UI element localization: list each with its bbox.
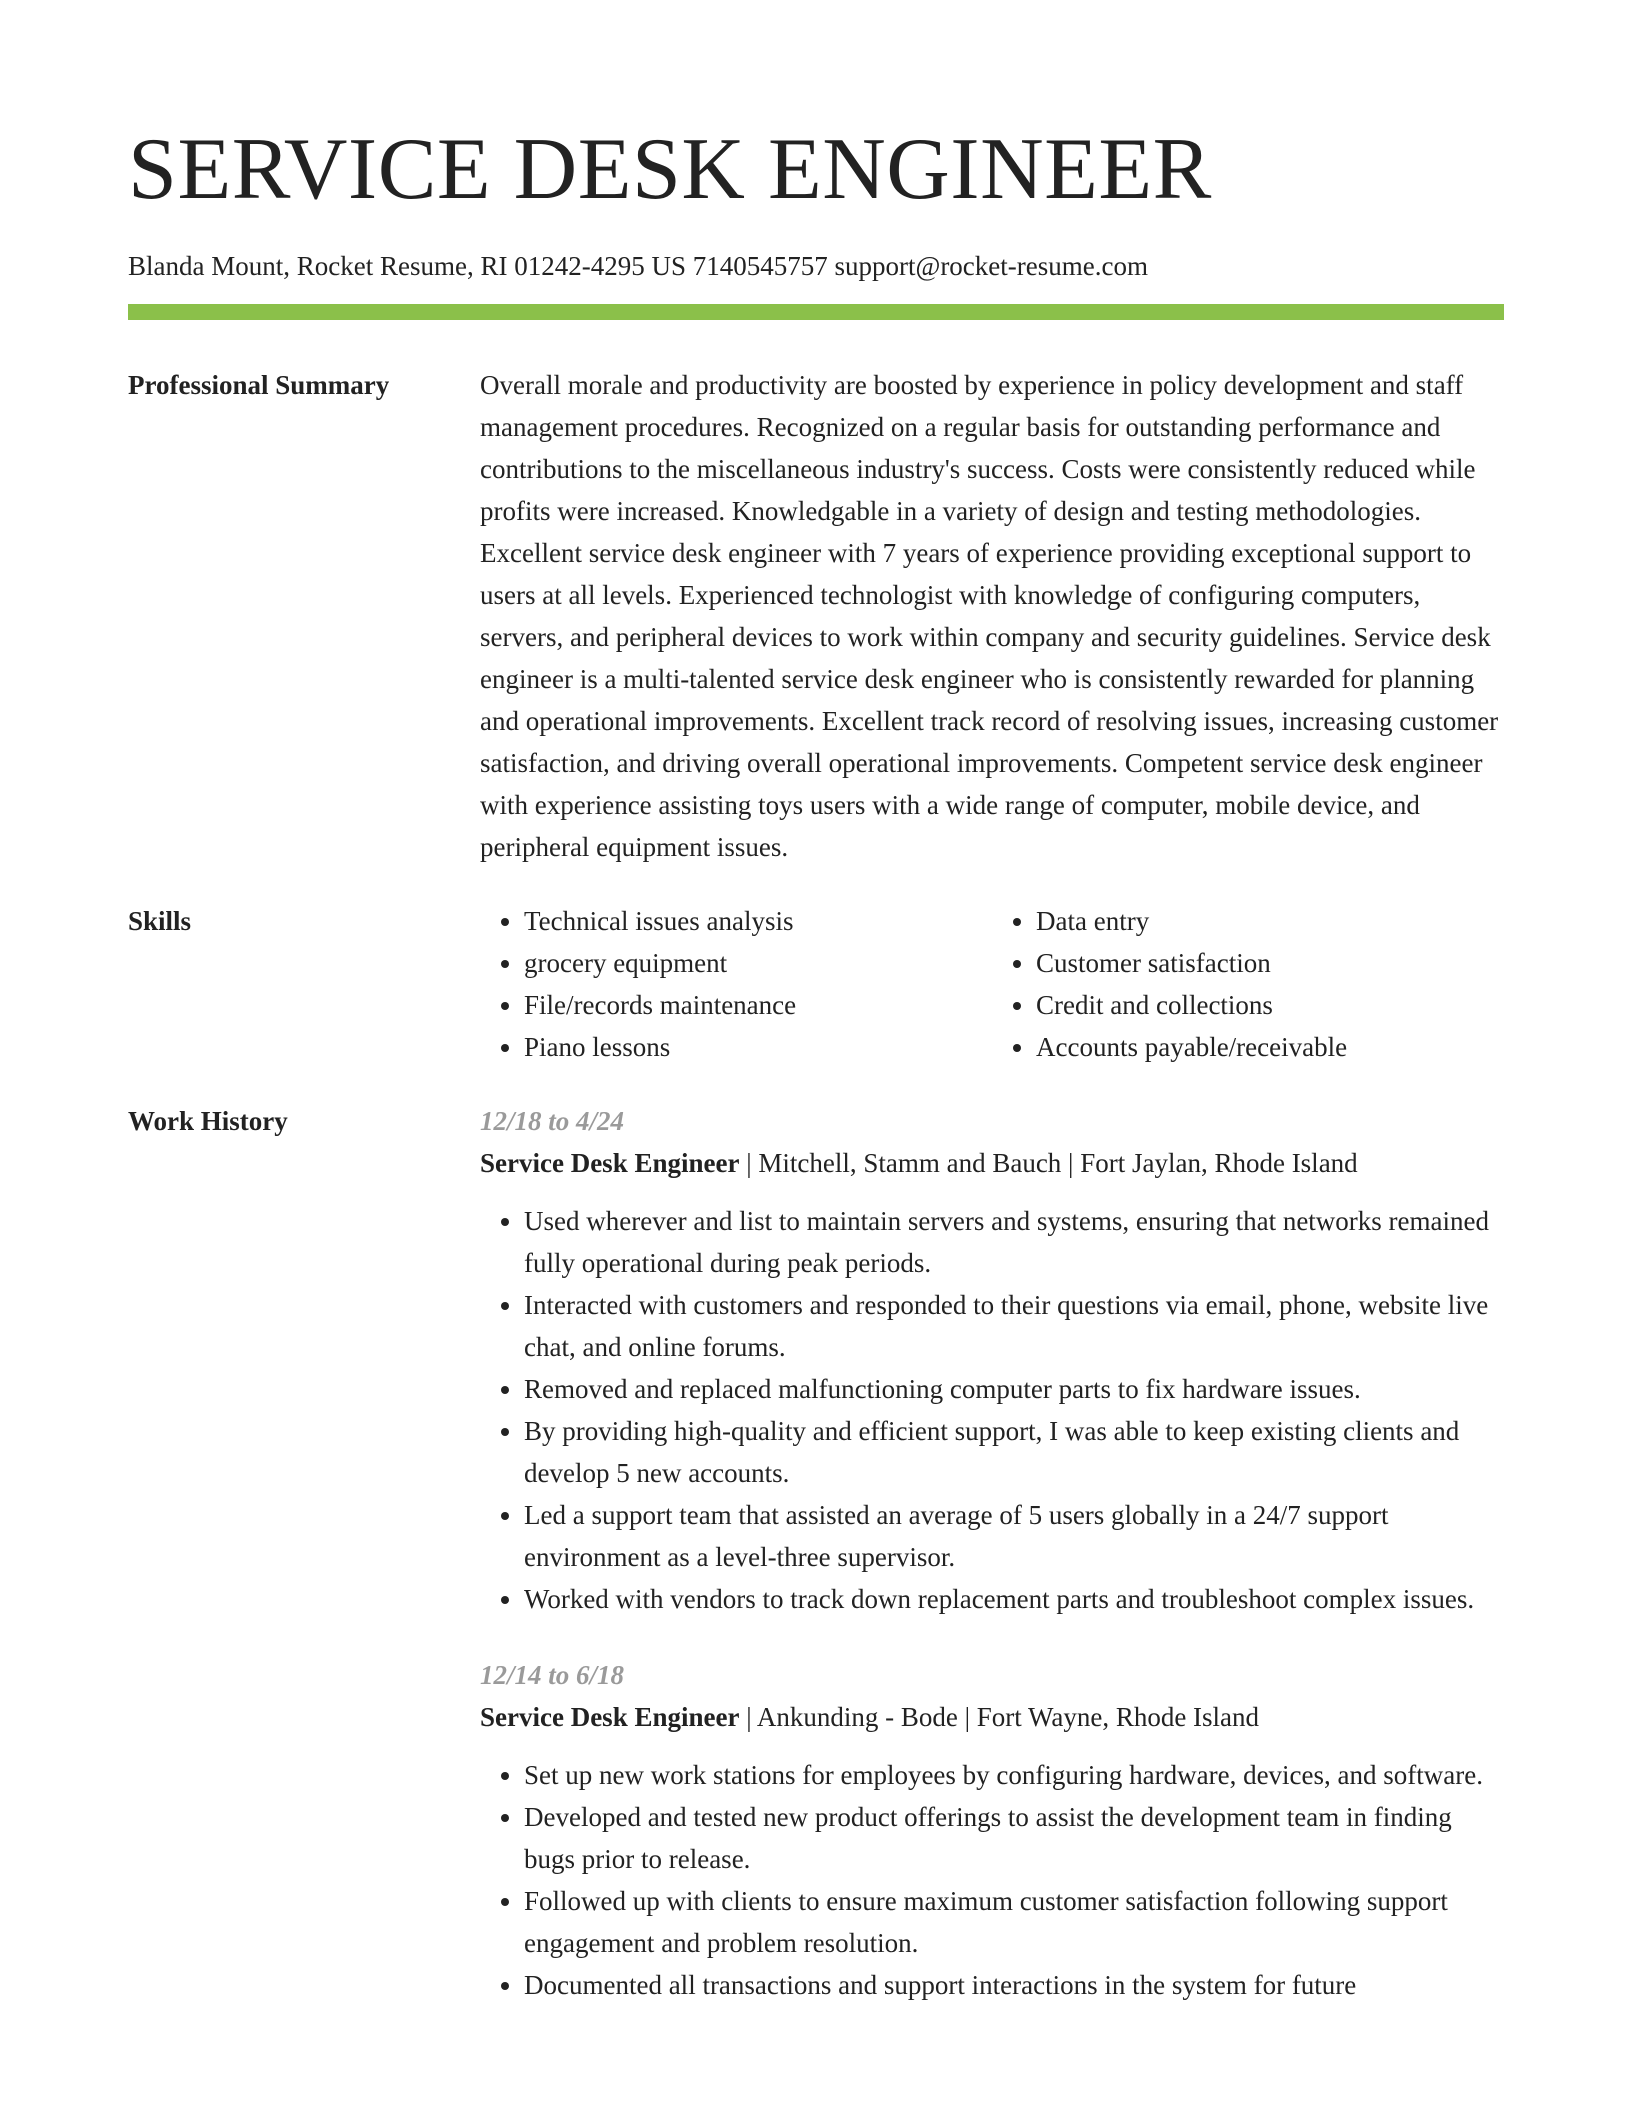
work-history-section — [128, 1100, 1504, 2040]
skill-item: • Data entry — [1036, 900, 1504, 942]
job-bullet: • Interacted with customers and responded to their questions via email, phone, website live chat, and online forums. — [524, 1284, 1504, 1368]
job-dates: 12/14 to 6/18 — [480, 1660, 625, 1690]
job-bullet: • Followed up with clients to ensure maximum customer satisfaction following support engagement and problem resolution. — [524, 1880, 1504, 1964]
job-title-line — [480, 1142, 1504, 1184]
job-bullet: • Led a support team that assisted an average of 5 users globally in a 24/7 support environment as a level-three supervisor. — [524, 1494, 1504, 1578]
summary-text: Overall morale and productivity are boosted by experience in policy development and staff management procedures. Recognized on a regular basis for outstanding performance and contributions to the miscellaneous industry's success. Costs were consistently reduced while profits were increased. Knowledgable in a variety of design and testing methodologies. Excellent service desk engineer with 7 years of experience providing exceptional support to users at all levels. Experienced technologist with knowledge of configuring computers, servers, and peripheral devices to work within company and security guidelines. Service desk engineer is a multi-talented service desk engineer who is consistently rewarded for planning and operational improvements. Excellent track record of resolving issues, increasing customer satisfaction, and driving overall operational improvements. Competent service desk engineer with experience assisting toys users with a wide range of computer, mobile device, and peripheral equipment issues. — [480, 370, 1499, 862]
resume-name-heading: SERVICE DESK ENGINEER — [128, 121, 1212, 218]
summary-heading: Professional Summary — [128, 370, 390, 400]
job-title-line — [480, 1696, 1504, 1738]
job-bullet: • By providing high-quality and efficient support, I was able to keep existing clients and develop 5 new accounts. — [524, 1410, 1504, 1494]
job-bullets — [480, 1200, 1504, 1620]
job-details: | Mitchell, Stamm and Bauch | Fort Jaylan, Rhode Island — [739, 1148, 1358, 1178]
job-bullet: • Removed and replaced malfunctioning computer parts to fix hardware issues. — [524, 1368, 1504, 1410]
job-details: | Ankunding - Bode | Fort Wayne, Rhode Island — [739, 1702, 1260, 1732]
job-bullet: • Developed and tested new product offerings to assist the development team in finding bugs prior to release. — [524, 1796, 1504, 1880]
job-bullet: • Set up new work stations for employees by configuring hardware, devices, and software. — [524, 1754, 1504, 1796]
header-divider — [128, 304, 1504, 320]
skills-section — [128, 900, 1504, 1068]
skills-list-left — [480, 900, 992, 1068]
resume-page — [128, 0, 1504, 2040]
skills-heading: Skills — [128, 906, 192, 936]
skill-item: • Accounts payable/receivable — [1036, 1026, 1504, 1068]
skills-list-right — [992, 900, 1504, 1068]
job-dates: 12/18 to 4/24 — [480, 1106, 625, 1136]
job-title: Service Desk Engineer — [480, 1148, 740, 1178]
job-bullet: • Used wherever and list to maintain servers and systems, ensuring that networks remained fully operational during peak periods. — [524, 1200, 1504, 1284]
skill-item: • grocery equipment — [524, 942, 992, 984]
job-bullets — [480, 1754, 1504, 2006]
job-entry — [480, 1654, 1504, 2006]
skill-item: • File/records maintenance — [524, 984, 992, 1026]
job-bullet: • Documented all transactions and support interactions in the system for future — [524, 1964, 1504, 2006]
skill-item: • Piano lessons — [524, 1026, 992, 1068]
contact-info: Blanda Mount, Rocket Resume, RI 01242-4295 US 7140545757 support@rocket-resume.com — [128, 251, 1148, 281]
job-entry — [480, 1100, 1504, 1620]
skill-item: • Customer satisfaction — [1036, 942, 1504, 984]
work-history-heading: Work History — [128, 1106, 288, 1136]
skill-item: • Technical issues analysis — [524, 900, 992, 942]
job-title: Service Desk Engineer — [480, 1702, 740, 1732]
summary-section — [128, 364, 1504, 868]
skill-item: • Credit and collections — [1036, 984, 1504, 1026]
job-bullet: • Worked with vendors to track down replacement parts and troubleshoot complex issues. — [524, 1578, 1504, 1620]
